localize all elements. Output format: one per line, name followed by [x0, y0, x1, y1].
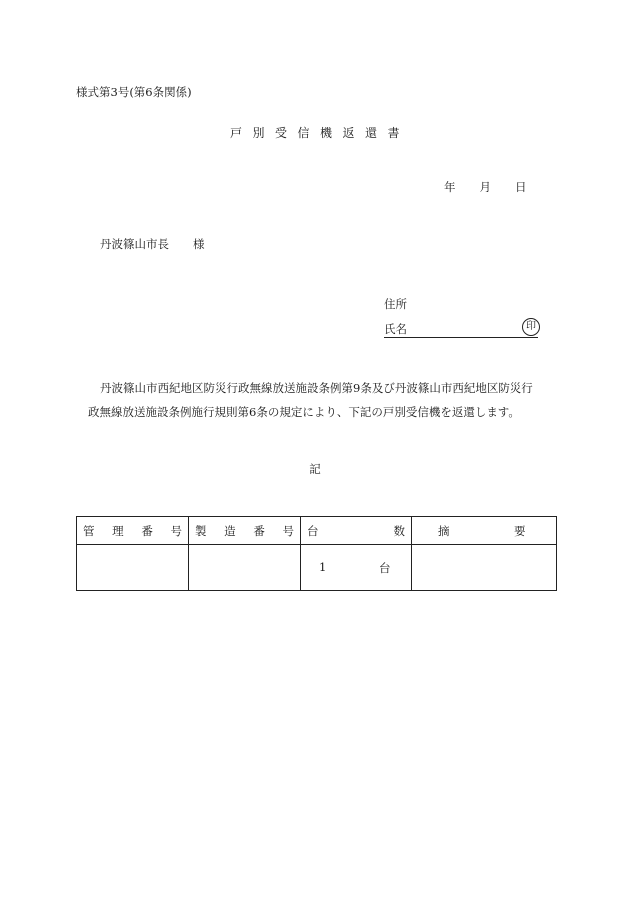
table-header-row	[77, 517, 557, 545]
header-char: 製	[195, 523, 207, 538]
seal-icon: 印	[522, 318, 540, 336]
cell-serial-number[interactable]	[189, 545, 301, 591]
count-value: 1	[319, 559, 327, 574]
addressee-name: 丹波篠山市長	[100, 237, 169, 251]
cell-count[interactable]	[301, 545, 412, 591]
return-table	[76, 516, 557, 591]
document-title: 戸別受信機返還書	[229, 126, 410, 140]
addressee	[100, 236, 205, 252]
header-serial-number	[189, 517, 301, 545]
header-char: 番	[253, 523, 265, 538]
body-text	[88, 376, 563, 424]
header-char: 要	[514, 523, 526, 538]
date-month: 月	[479, 180, 491, 194]
form-number: 様式第3号(第6条関係)	[76, 85, 192, 99]
date-day: 日	[515, 180, 527, 194]
name-field[interactable]	[384, 321, 538, 338]
body-line-2: 政無線放送施設条例施行規則第6条の規定により、下記の戸別受信機を返還します。	[88, 405, 520, 419]
header-char: 番	[141, 523, 153, 538]
header-char: 管	[83, 523, 95, 538]
header-remarks	[412, 517, 557, 545]
addressee-honorific: 様	[193, 237, 205, 251]
count-unit: 台	[379, 560, 391, 575]
cell-management-number[interactable]	[77, 545, 189, 591]
header-char: 理	[112, 523, 124, 538]
body-line-1: 丹波篠山市西紀地区防災行政無線放送施設条例第9条及び丹波篠山市西紀地区防災行	[100, 381, 533, 395]
header-char: 摘	[438, 523, 450, 538]
header-char: 数	[393, 523, 405, 538]
cell-remarks[interactable]	[412, 545, 557, 591]
ki-heading: 記	[309, 462, 321, 476]
header-char: 台	[307, 523, 319, 538]
header-char: 号	[282, 523, 294, 538]
header-char: 造	[224, 523, 236, 538]
name-label: 氏名	[384, 322, 407, 336]
date-year: 年	[444, 180, 456, 194]
table-row	[77, 545, 557, 591]
header-management-number	[77, 517, 189, 545]
address-label: 住所	[384, 297, 407, 311]
date-line	[444, 179, 527, 195]
header-char: 号	[170, 523, 182, 538]
header-count	[301, 517, 412, 545]
